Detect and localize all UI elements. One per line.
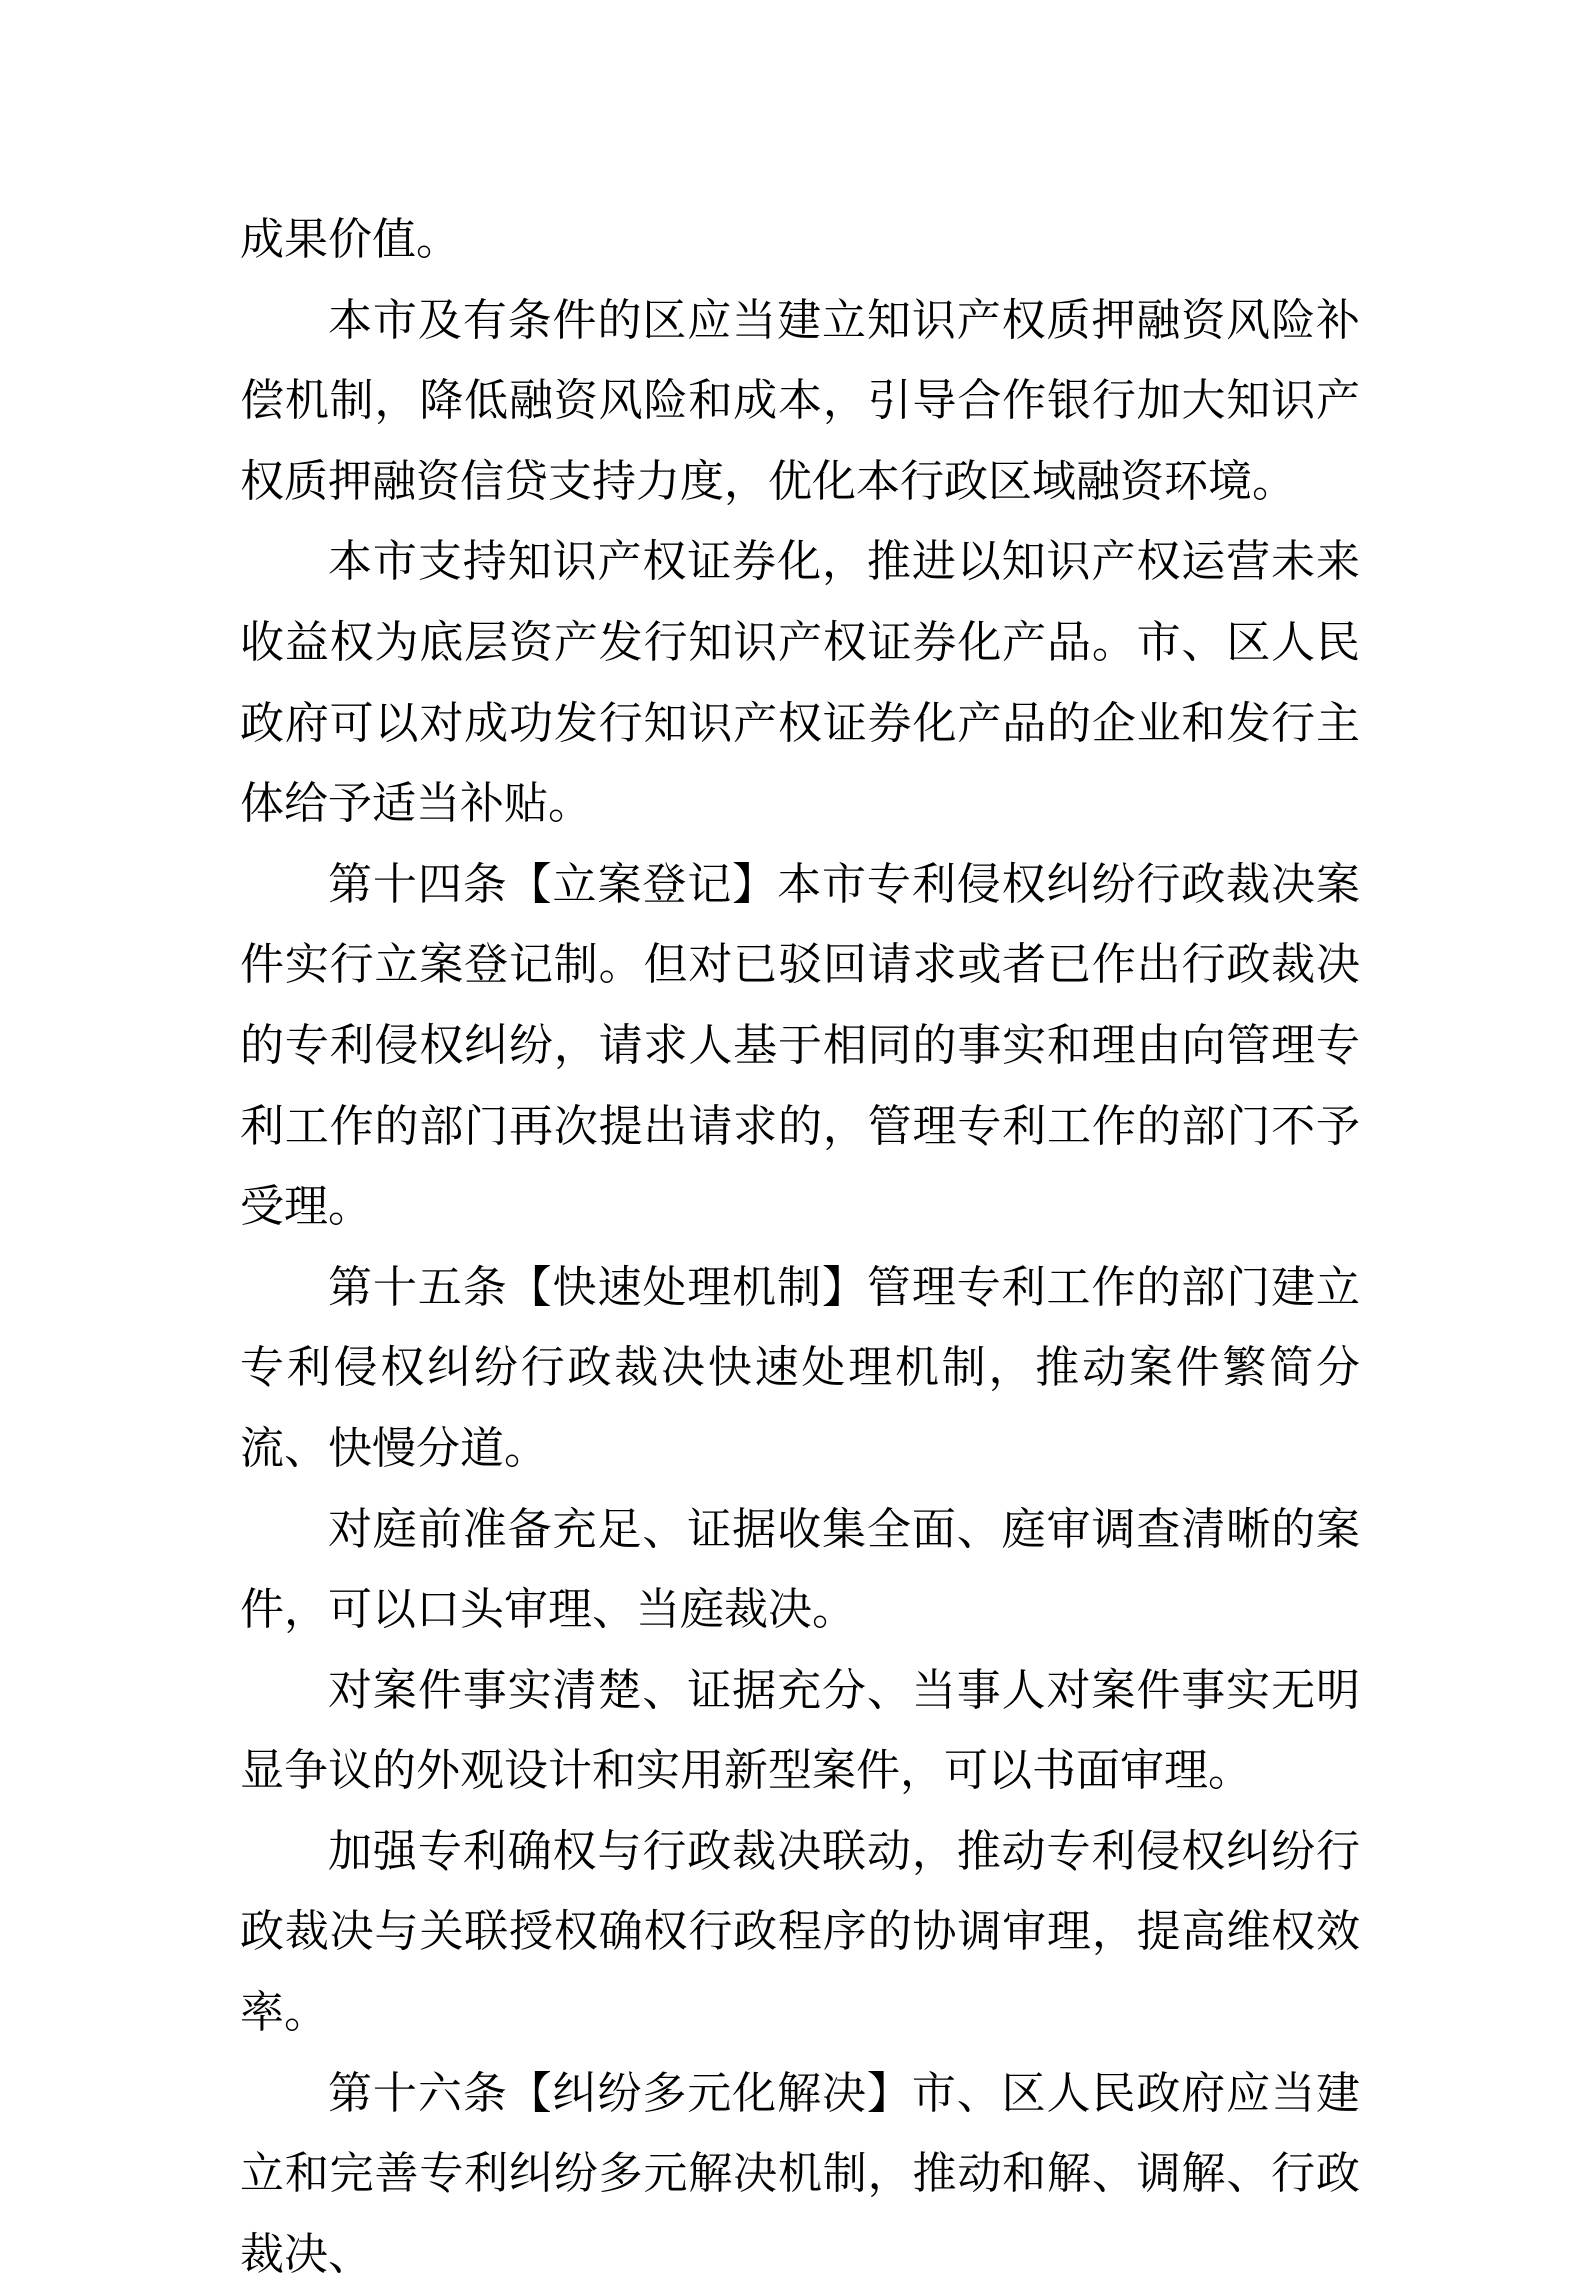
document-page <box>240 200 1360 2295</box>
paragraph-article-14: 第十四条【立案登记】本市专利侵权纠纷行政裁决案件实行立案登记制。但对已驳回请求或者已作出行政裁决的专利侵权纠纷，请求人基于相同的事实和理由向管理专利工作的部门再次提出请求的，管理专利工作的部门不予受理。 <box>240 858 1360 1233</box>
paragraph-oral-hearing: 对庭前准备充足、证据收集全面、庭审调查清晰的案件，可以口头审理、当庭裁决。 <box>240 1503 1360 1636</box>
paragraph-linkage: 加强专利确权与行政裁决联动，推动专利侵权纠纷行政裁决与关联授权确权行政程序的协调审理，提高维权效率。 <box>240 1825 1360 2039</box>
paragraph-written-review: 对案件事实清楚、证据充分、当事人对案件事实无明显争议的外观设计和实用新型案件，可以书面审理。 <box>240 1664 1360 1797</box>
paragraph-article-16: 第十六条【纠纷多元化解决】市、区人民政府应当建立和完善专利纠纷多元解决机制，推动和解、调解、行政裁决、 <box>240 2067 1360 2280</box>
paragraph-ip-pledge-financing: 本市及有条件的区应当建立知识产权质押融资风险补偿机制，降低融资风险和成本，引导合作银行加大知识产权质押融资信贷支持力度，优化本行政区域融资环境。 <box>240 294 1360 507</box>
paragraph-article-15: 第十五条【快速处理机制】管理专利工作的部门建立专利侵权纠纷行政裁决快速处理机制，推动案件繁简分流、快慢分道。 <box>240 1261 1360 1474</box>
paragraph-continuation: 成果价值。 <box>240 214 460 265</box>
paragraph-ip-securitization: 本市支持知识产权证券化，推进以知识产权运营未来收益权为底层资产发行知识产权证券化产品。市、区人民政府可以对成功发行知识产权证券化产品的企业和发行主体给予适当补贴。 <box>240 536 1360 830</box>
